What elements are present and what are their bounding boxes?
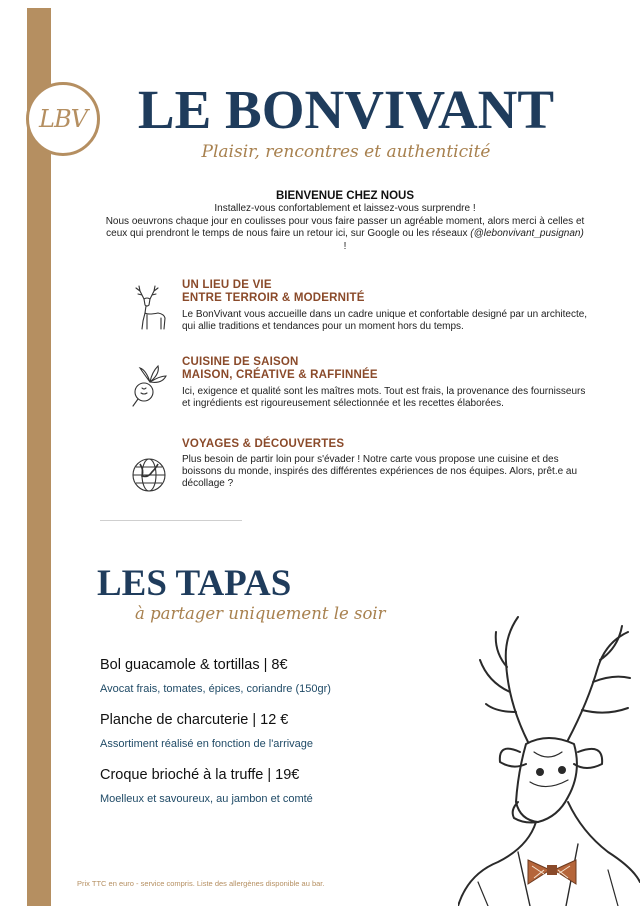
feature-title-line2: ENTRE TERROIR & MODERNITÉ [182,292,365,304]
dish-description: Avocat frais, tomates, épices, coriandre (150gr) [100,683,331,695]
dish-item [100,656,440,695]
deer-illustration [458,612,640,906]
dish-description: Moelleux et savoureux, au jambon et comté [100,793,313,805]
social-handle: (@lebonvivant_pusignan) [470,228,584,239]
dish-name: Planche de charcuterie | 12 € [100,712,289,728]
feature-title-line1: CUISINE DE SAISON [182,356,299,368]
feature-text: Le BonVivant vous accueille dans un cadre unique et confortable designé par un architecte, qui allie traditions et tendances pour un moment hors du temps. [182,309,588,332]
welcome-line-end: ! [343,240,347,252]
logo-text: LBV [39,105,87,133]
deer-icon [130,285,170,333]
dish-name: Bol guacamole & tortillas | 8€ [100,657,288,673]
feature-title-line1: UN LIEU DE VIE [182,279,272,291]
welcome-title: BIENVENUE CHEZ NOUS [275,190,415,202]
feature-text: Ici, exigence et qualité sont les maîtres mots. Tout est frais, la provenance des fournisseurs et ingrédients est rigoureusement sélectionnée et les recettes élaborées. [182,386,586,409]
feature-title [182,356,592,382]
dish-name: Croque brioché à la truffe | 19€ [100,767,300,783]
dish-item [100,766,440,805]
welcome-line2: Nous oeuvrons chaque jour en coulisses pour vous faire passer un agréable moment, alors merci à celles et ceux qui prendront le temps de nous faire un retour ici, sur Google ou les réseaux [105,215,585,239]
feature-title [182,438,592,451]
dish-description: Assortiment réalisé en fonction de l'arrivage [100,738,314,750]
globe-icon [130,444,170,492]
feature-text: Plus besoin de partir loin pour s'évader ! Notre carte vous propose une cuisine et des boissons du monde, inspirés des différentes expériences de nos équipes. Alors, prêt.e au décollage ? [182,454,578,489]
section-divider [100,520,242,521]
dish-item [100,711,440,750]
beet-icon [130,362,170,410]
tagline: Plaisir, rencontres et authenticité [201,142,491,162]
welcome-line1: Installez-vous confortablement et laissez-vous surprendre ! [214,203,476,214]
feature-title-line1: VOYAGES & DÉCOUVERTES [182,438,345,450]
restaurant-name: LE BONVIVANT [137,79,555,140]
footer-note: Prix TTC en euro - service compris. Liste des allergènes disponible au bar. [77,879,325,888]
logo-badge [26,82,100,156]
tapas-title: LES TAPAS [97,563,292,604]
tapas-subtitle: à partager uniquement le soir [135,604,386,623]
welcome-text [105,203,585,253]
feature-title [182,279,592,305]
feature-title-line2: MAISON, CRÉATIVE & RAFFINNÉE [182,369,378,381]
